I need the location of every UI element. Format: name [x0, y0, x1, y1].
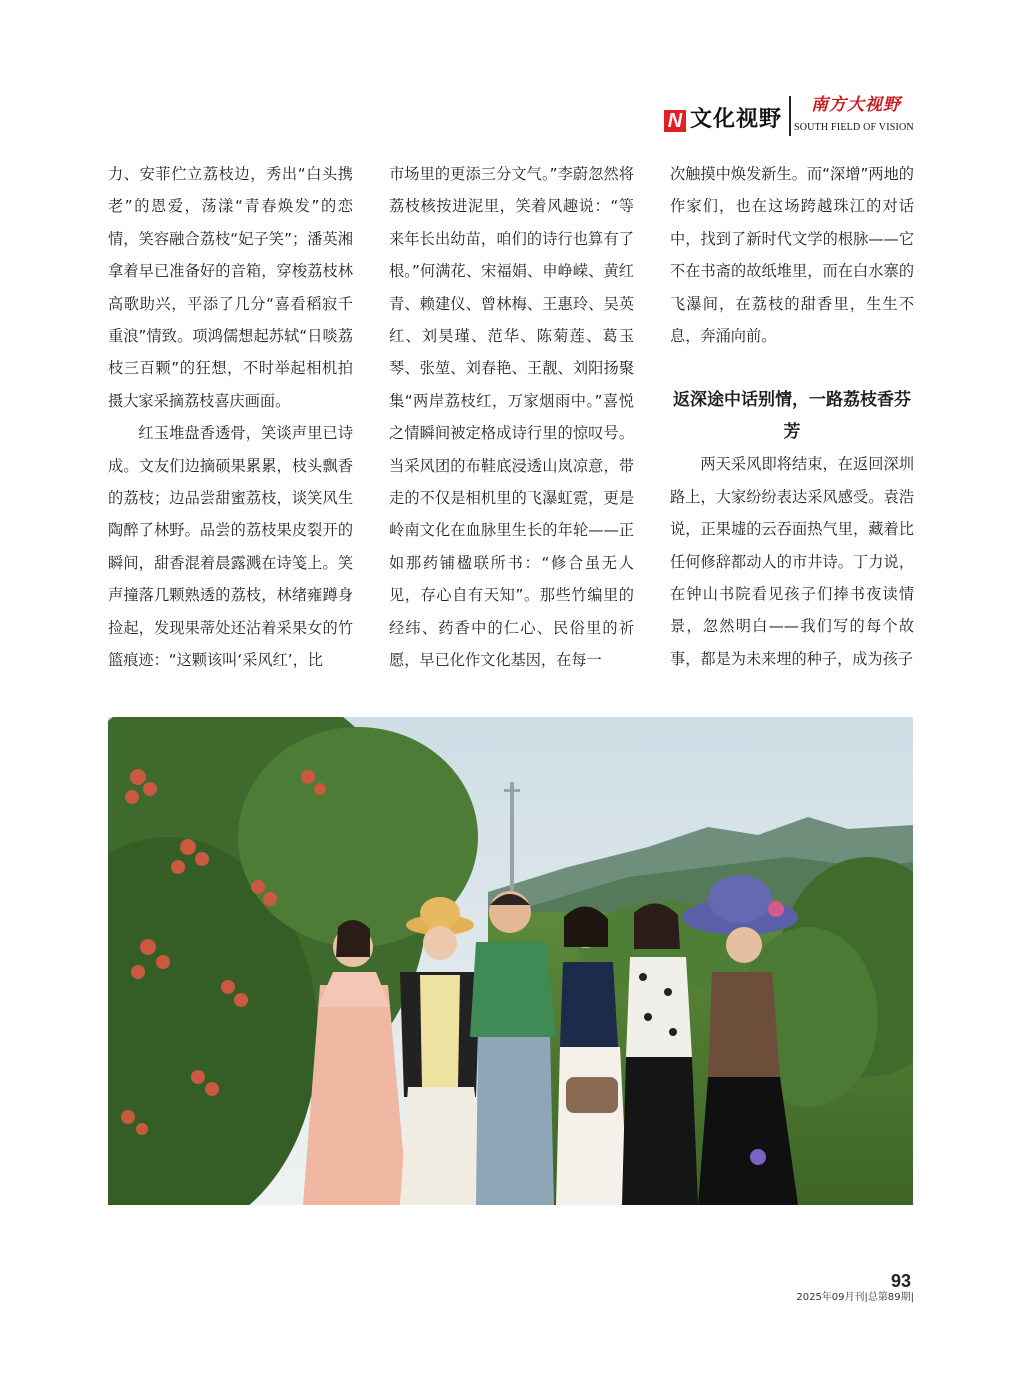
page-header: [658, 96, 914, 136]
section-subheading: 返深途中话别情，一路荔枝香芬芳: [673, 390, 911, 443]
issue-info: 2025年09月刊|总第89期|: [796, 1292, 914, 1303]
paragraph: 两天采风即将结束，在返回深圳路上，大家纷纷表达采风感受。袁浩说，正果墟的云吞面热气里，藏着比任何修辞都动人的市井诗。丁力说，在钟山书院看见孩子们捧书夜读情景，忽然明白——我们写的每个故事，都是为未来埋的种子，成为孩子: [670, 455, 914, 668]
photo-illustration: [108, 717, 913, 1205]
header-divider: [789, 96, 791, 136]
magazine-brand-en: SOUTH FIELD OF VISION: [794, 122, 914, 133]
spacer: [670, 352, 914, 384]
group-photo-lychee-orchard: [108, 717, 913, 1205]
magazine-brand-cn: 南方大视野: [798, 94, 914, 116]
article-column-3: [670, 158, 914, 675]
article-column-1: [108, 158, 353, 677]
paragraph: 红玉堆盘香透骨，笑谈声里已诗成。文友们边摘硕果累累，枝头飘香的荔枝；边品尝甜蜜荔枝，谈笑风生陶醉了林野。品尝的荔枝果皮裂开的瞬间，甜香混着晨露溅在诗笺上。笑声撞落几颗熟透的荔枝，林绪雍蹲身捡起，发现果蒂处还沾着采果女的竹篮痕迹：“这颗该叫‘采风红’，比: [108, 424, 353, 670]
paragraph: 市场里的更添三分文气。”李蔚忽然将荔枝核按进泥里，笑着风趣说：“等来年长出幼苗，咱们的诗行也算有了根。”何满花、宋福娟、申峥嵘、黄红青、赖建仪、曾林梅、王惠玲、吴英红、刘昊瑾、范华、陈菊莲、葛玉琴、张堃、刘春艳、王靓、刘阳扬聚集“两岸荔枝红，万家烟雨中。”喜悦之情瞬间被定格成诗行里的惊叹号。当采风团的布鞋底浸透山岚凉意，带走的不仅是相机里的飞瀑虹霓，更是岭南文化在血脉里生长的年轮——正如那药铺楹联所书：“修合虽无人见，存心自有天知”。那些竹编里的经纬、药香中的仁心、民俗里的祈愿，早已化作文化基因，在每一: [389, 165, 634, 670]
n-logo-icon: N: [664, 110, 686, 132]
section-title: 文化视野: [690, 107, 783, 132]
paragraph: 次触摸中焕发新生。而“深增”两地的作家们，也在这场跨越珠江的对话中，找到了新时代文学的根脉——它不在书斋的故纸堆里，而在白水寨的飞瀑间，在荔枝的甜香里，生生不息，奔涌向前。: [670, 165, 914, 346]
article-column-2: [389, 158, 634, 677]
page-number: 93: [890, 1271, 911, 1291]
paragraph: 力、安菲伫立荔枝边，秀出“白头携老”的恩爱，荡漾“青春焕发”的恋情，笑容融合荔枝“妃子笑”；潘英湘拿着早已准备好的音箱，穿梭荔枝林高歌助兴，平添了几分“喜看稻寂千重浪”情致。项鸿儒想起苏轼“日啖荔枝三百颗”的狂想，不时举起相机拍摄大家采摘荔枝喜庆画面。: [108, 165, 353, 410]
